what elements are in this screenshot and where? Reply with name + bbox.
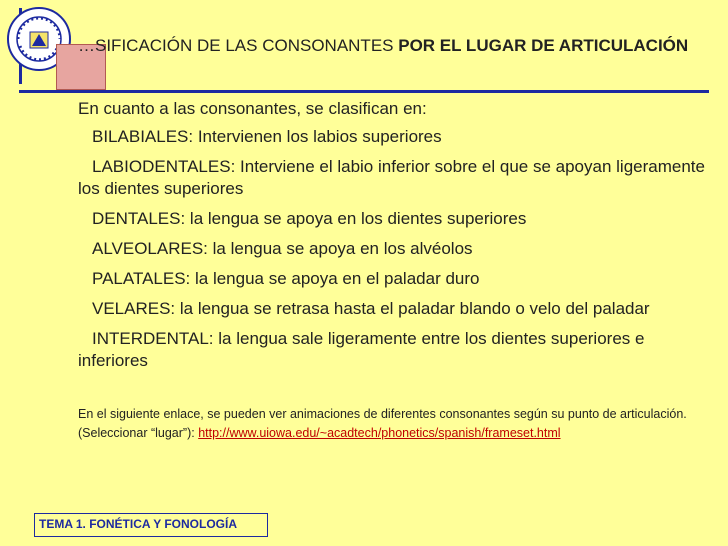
slide-title — [78, 36, 718, 56]
list-item: INTERDENTAL: la lengua sale ligeramente entre los dientes superiores e inferiores — [78, 329, 645, 370]
title-part2: POR EL LUGAR DE ARTICULACIÓN — [398, 36, 689, 55]
phonetics-link[interactable]: http://www.uiowa.edu/~acadtech/phonetics/spanish/frameset.html — [198, 426, 561, 440]
intro-text: En cuanto a las consonantes, se clasifican en: — [78, 99, 427, 118]
list-item: VELARES: la lengua se retrasa hasta el paladar blando o velo del paladar — [92, 299, 650, 318]
content-body — [78, 98, 708, 380]
link-note-text: En el siguiente enlace, se pueden ver animaciones de diferentes consonantes según su punto de articulación. (Seleccionar “lugar”): — [78, 407, 687, 440]
footer-label: TEMA 1. FONÉTICA Y FONOLOGÍA — [34, 513, 268, 537]
list-item: PALATALES: la lengua se apoya en el paladar duro — [92, 269, 480, 288]
list-item: BILABIALES: Intervienen los labios superiores — [92, 127, 442, 146]
list-item: DENTALES: la lengua se apoya en los dientes superiores — [92, 209, 527, 228]
list-item: ALVEOLARES: la lengua se apoya en los alvéolos — [92, 239, 473, 258]
title-part1: …SIFICACIÓN DE LAS CONSONANTES — [78, 36, 399, 55]
horizontal-rule — [19, 90, 709, 93]
list-item: LABIODENTALES: Interviene el labio inferior sobre el que se apoyan ligeramente los dientes superiores — [78, 157, 705, 198]
link-note — [78, 405, 718, 443]
